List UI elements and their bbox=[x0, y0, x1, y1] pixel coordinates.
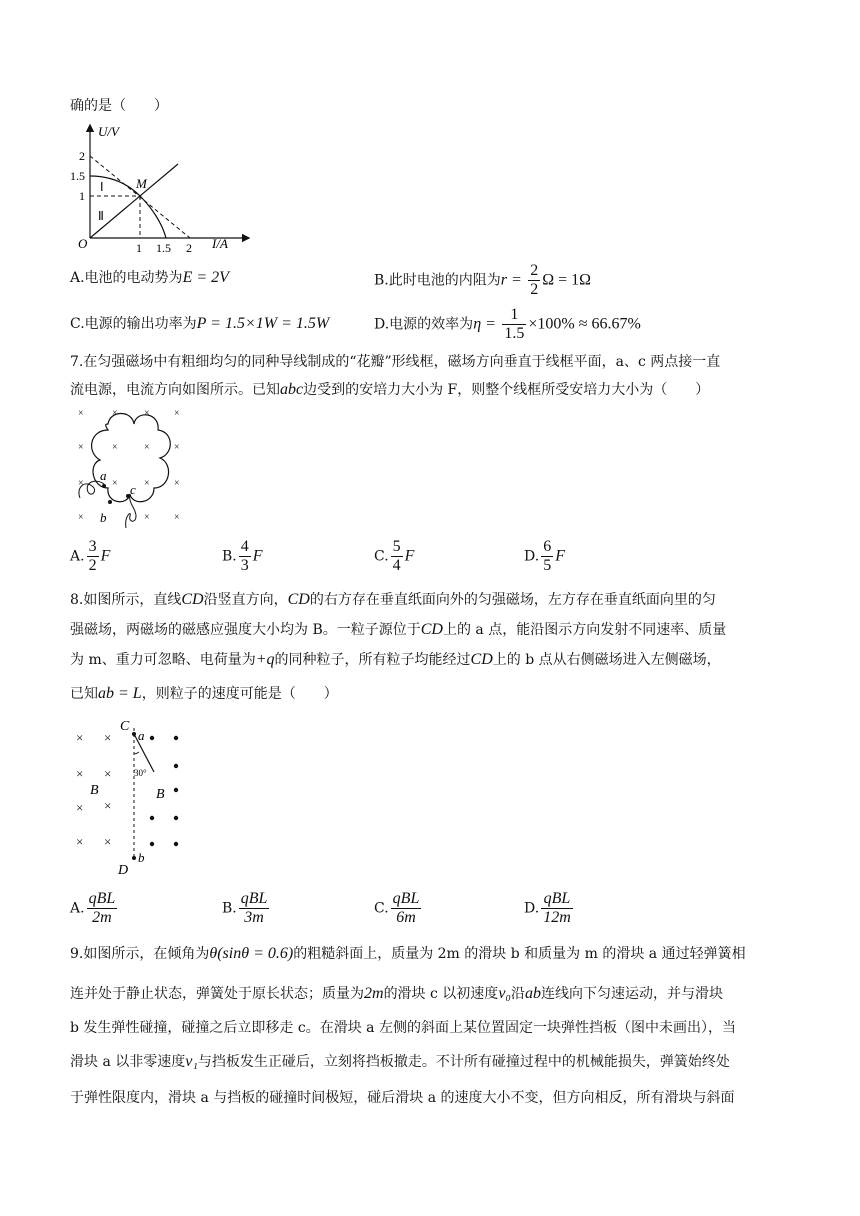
q6-option-b-rhs: Ω = 1Ω bbox=[542, 271, 592, 289]
svg-text:×: × bbox=[144, 408, 150, 419]
q7-label-b: b bbox=[100, 510, 107, 525]
q7-label-c: c bbox=[130, 482, 136, 497]
q8-option-c[interactable] bbox=[374, 890, 423, 927]
q8-option-a-label: A. bbox=[70, 900, 85, 917]
q9-line2-b: 的滑块 c 以初速度 bbox=[383, 986, 499, 1002]
origin-label: O bbox=[78, 236, 88, 251]
svg-text:×: × bbox=[78, 408, 84, 419]
q8-cd-1: CD bbox=[181, 591, 204, 608]
svg-text:×: × bbox=[76, 766, 84, 781]
q6-stem-tail: 确的是（ ） bbox=[70, 98, 168, 114]
svg-text:×: × bbox=[76, 800, 84, 815]
q6-option-b-den: 2 bbox=[530, 281, 539, 298]
svg-text:×: × bbox=[174, 442, 180, 453]
q8-line3-a: 为 m、重力可忽略、电荷量为 bbox=[70, 652, 256, 668]
q7-stem-line2-a: 流电源，电流方向如图所示。已知 bbox=[70, 382, 280, 398]
q8-cd-4: CD bbox=[470, 651, 493, 668]
q8-stem-line4 bbox=[70, 684, 338, 704]
q6-ui-graph bbox=[70, 118, 260, 253]
q9-line1-a: 9.如图所示，在倾角为 bbox=[70, 946, 210, 962]
region-I-label: Ⅰ bbox=[100, 180, 104, 194]
q9-stem-line3: b 发生弹性碰撞，碰撞之后立即移走 c。在滑块 a 左侧的斜面上某位置固定一块弹性挡板（图中未画出），当 bbox=[70, 1020, 736, 1036]
q7-option-a-var: F bbox=[100, 547, 111, 565]
svg-text:×: × bbox=[104, 730, 112, 745]
q8-line1-c: 的右方存在垂直纸面向外的匀强磁场，左方存在垂直纸面向里的匀 bbox=[309, 592, 716, 608]
q7-abc: abc bbox=[280, 381, 304, 398]
q8-option-b-den: 3m bbox=[244, 909, 264, 926]
q8-option-d-label: D. bbox=[524, 900, 540, 917]
q9-line4-a: 滑块 a 以非零速度 bbox=[70, 1054, 186, 1070]
svg-text:×: × bbox=[112, 408, 118, 419]
x-tick-1: 1 bbox=[136, 241, 142, 253]
q6-option-a-expr: E = 2V bbox=[182, 269, 229, 286]
q9-v1: v₁ bbox=[185, 1053, 198, 1070]
q8-stem-line1 bbox=[70, 590, 716, 610]
x-tick-2: 2 bbox=[186, 241, 192, 253]
svg-text:×: × bbox=[78, 442, 84, 453]
q7-option-b-var: F bbox=[252, 547, 263, 565]
q8-option-a[interactable] bbox=[70, 890, 119, 927]
q8-option-b-label: B. bbox=[222, 900, 237, 917]
svg-text:×: × bbox=[144, 512, 150, 523]
q8-ab-eq: ab = L bbox=[98, 685, 142, 702]
q9-line4-b: 与挡板发生正碰后，立刻将挡板撤走。不计所有碰撞过程中的机械能损失，弹簧始终处 bbox=[197, 1054, 730, 1070]
q6-option-b-num: 2 bbox=[530, 262, 539, 279]
svg-text:×: × bbox=[104, 766, 112, 781]
y-tick-1.5: 1.5 bbox=[70, 169, 85, 183]
q7-stem-line2-b: 边受到的安培力大小为 F，则整个线框所受安培力大小为（ ） bbox=[303, 382, 710, 398]
q7-option-a-label: A. bbox=[70, 548, 85, 565]
q9-stem-line1 bbox=[70, 944, 746, 964]
q8-label-D: D bbox=[118, 863, 129, 876]
svg-text:×: × bbox=[112, 478, 118, 489]
q6-option-d-num: 1 bbox=[502, 306, 526, 325]
svg-text:×: × bbox=[144, 478, 150, 489]
q9-line2-a: 连并处于静止状态，弹簧处于原长状态；质量为 bbox=[70, 986, 364, 1002]
q7-option-b-num: 4 bbox=[240, 538, 249, 555]
q7-option-d-var: F bbox=[555, 547, 565, 565]
q7-option-b-label: B. bbox=[222, 548, 237, 565]
q8-line2-b: 上的 a 点，能沿图示方向发射不同速率、质量 bbox=[442, 622, 727, 638]
q8-line1-b: 沿竖直方向， bbox=[203, 592, 288, 608]
q8-label-B-left: B bbox=[90, 783, 99, 798]
q9-stem-line2 bbox=[70, 984, 723, 1004]
svg-text:×: × bbox=[104, 798, 112, 813]
q8-angle-label: 30° bbox=[134, 768, 147, 778]
q9-2m: 2m bbox=[364, 985, 384, 1002]
q8-label-C: C bbox=[120, 719, 130, 734]
q7-option-c-var: F bbox=[404, 547, 415, 565]
q7-option-d-label: D. bbox=[524, 548, 540, 565]
q8-line1-a: 8.如图所示，直线 bbox=[70, 592, 182, 608]
x-axis-label: I/A bbox=[212, 236, 228, 251]
q9-line2-c: 沿 bbox=[510, 986, 525, 1002]
q8-option-d-num: qBL bbox=[541, 890, 573, 909]
q8-line4-b: ，则粒子的速度可能是（ ） bbox=[141, 686, 338, 702]
svg-text:×: × bbox=[174, 408, 180, 419]
region-II-label: Ⅱ bbox=[98, 209, 104, 223]
q7-option-a[interactable] bbox=[70, 538, 110, 575]
q7-stem-line2 bbox=[70, 380, 709, 400]
q8-option-c-den: 6m bbox=[396, 909, 416, 926]
q7-option-b[interactable] bbox=[222, 538, 263, 575]
q7-option-a-num: 3 bbox=[88, 538, 97, 555]
q6-option-d-den: 1.5 bbox=[504, 325, 525, 342]
svg-text:×: × bbox=[78, 478, 84, 489]
q8-stem-line2 bbox=[70, 620, 726, 640]
q7-option-a-den: 2 bbox=[88, 557, 97, 574]
q9-line1-b: 的粗糙斜面上，质量为 2m 的滑块 b 和质量为 m 的滑块 a 通过轻弹簧相 bbox=[293, 946, 746, 962]
q7-flower-figure bbox=[70, 402, 195, 530]
y-tick-2: 2 bbox=[79, 149, 85, 163]
q8-cd-2: CD bbox=[287, 591, 310, 608]
q7-option-b-den: 3 bbox=[240, 557, 249, 574]
q7-option-c-num: 5 bbox=[392, 538, 401, 555]
q8-field-figure bbox=[70, 714, 195, 876]
q8-option-b-num: qBL bbox=[240, 890, 268, 907]
q6-option-b-lhs: r = bbox=[500, 271, 522, 289]
q8-line2-a: 强磁场，两磁场的磁感应强度大小均为 B。一粒子源位于 bbox=[70, 622, 421, 638]
q7-stem-line1: 7.在匀强磁场中有粗细均匀的同种导线制成的“花瓣”形线框，磁场方向垂直于线框平面，a、c 两点接一直 bbox=[70, 354, 721, 370]
q7-option-d[interactable] bbox=[524, 538, 565, 575]
q6-option-c-text: C.电源的输出功率为 bbox=[70, 316, 197, 332]
svg-text:×: × bbox=[104, 834, 112, 849]
q6-option-c-expr: P = 1.5×1W = 1.5W bbox=[196, 315, 330, 332]
q8-option-d[interactable] bbox=[524, 890, 575, 927]
q6-option-d[interactable] bbox=[374, 306, 641, 343]
q8-line4-a: 已知 bbox=[70, 686, 98, 702]
q8-option-c-label: C. bbox=[374, 900, 389, 917]
point-M-label: M bbox=[136, 176, 147, 191]
q9-stem-line5: 于弹性限度内，滑块 a 与挡板的碰撞时间极短，碰后滑块 a 的速度大小不变，但方向相反，所有滑块与斜面 bbox=[70, 1090, 735, 1106]
q8-cd-3: CD bbox=[420, 621, 443, 638]
q8-option-a-den: 2m bbox=[92, 909, 112, 926]
svg-text:×: × bbox=[78, 512, 84, 523]
q7-option-d-num: 6 bbox=[543, 538, 552, 555]
q8-option-d-den: 12m bbox=[543, 909, 571, 926]
q8-option-b[interactable] bbox=[222, 890, 271, 927]
svg-text:×: × bbox=[76, 730, 84, 745]
svg-text:×: × bbox=[144, 442, 150, 453]
q6-option-d-rhs: ×100% ≈ 66.67% bbox=[528, 315, 641, 333]
q9-ab: ab bbox=[524, 985, 541, 1002]
q9-theta: θ(sinθ = 0.6) bbox=[209, 945, 294, 962]
q6-option-b[interactable] bbox=[374, 262, 591, 299]
q6-option-d-lhs: η = bbox=[473, 315, 496, 333]
q6-option-a-text: A.电池的电动势为 bbox=[70, 270, 183, 286]
q7-option-c[interactable] bbox=[374, 538, 414, 575]
q7-option-c-label: C. bbox=[374, 548, 389, 565]
y-axis-label: U/V bbox=[98, 124, 119, 139]
q7-label-a: a bbox=[100, 468, 107, 483]
q8-option-a-num: qBL bbox=[88, 890, 116, 907]
q7-option-d-den: 5 bbox=[543, 557, 552, 574]
q9-v0: v₀ bbox=[498, 985, 511, 1002]
y-tick-1: 1 bbox=[79, 189, 85, 203]
magnetic-field-crosses bbox=[78, 408, 180, 523]
q6-option-b-text: B.此时电池的内阻为 bbox=[374, 272, 501, 289]
q8-label-b: b bbox=[138, 850, 145, 865]
q8-charge: +q bbox=[255, 651, 275, 668]
q6-option-a[interactable] bbox=[70, 268, 229, 288]
q7-option-c-den: 4 bbox=[392, 557, 401, 574]
q9-line2-d: 连线向下匀速运动，并与滑块 bbox=[540, 986, 723, 1002]
line-II bbox=[90, 164, 178, 238]
q6-option-d-text: D.电源的效率为 bbox=[374, 316, 474, 333]
x-tick-1.5: 1.5 bbox=[156, 241, 171, 253]
q9-stem-line4 bbox=[70, 1052, 730, 1072]
q8-line3-b: 的同种粒子，所有粒子均能经过 bbox=[274, 652, 471, 668]
q8-label-a: a bbox=[138, 728, 145, 743]
q8-label-B-right: B bbox=[156, 787, 165, 802]
svg-text:×: × bbox=[112, 442, 118, 453]
svg-text:×: × bbox=[76, 834, 84, 849]
svg-text:×: × bbox=[174, 478, 180, 489]
svg-text:×: × bbox=[174, 512, 180, 523]
q8-option-c-num: qBL bbox=[392, 890, 420, 907]
q8-line3-c: 上的 b 点从右侧磁场进入左侧磁场， bbox=[492, 652, 721, 668]
angle-arc bbox=[134, 752, 139, 754]
q6-option-c[interactable] bbox=[70, 314, 329, 334]
q8-stem-line3 bbox=[70, 650, 721, 670]
